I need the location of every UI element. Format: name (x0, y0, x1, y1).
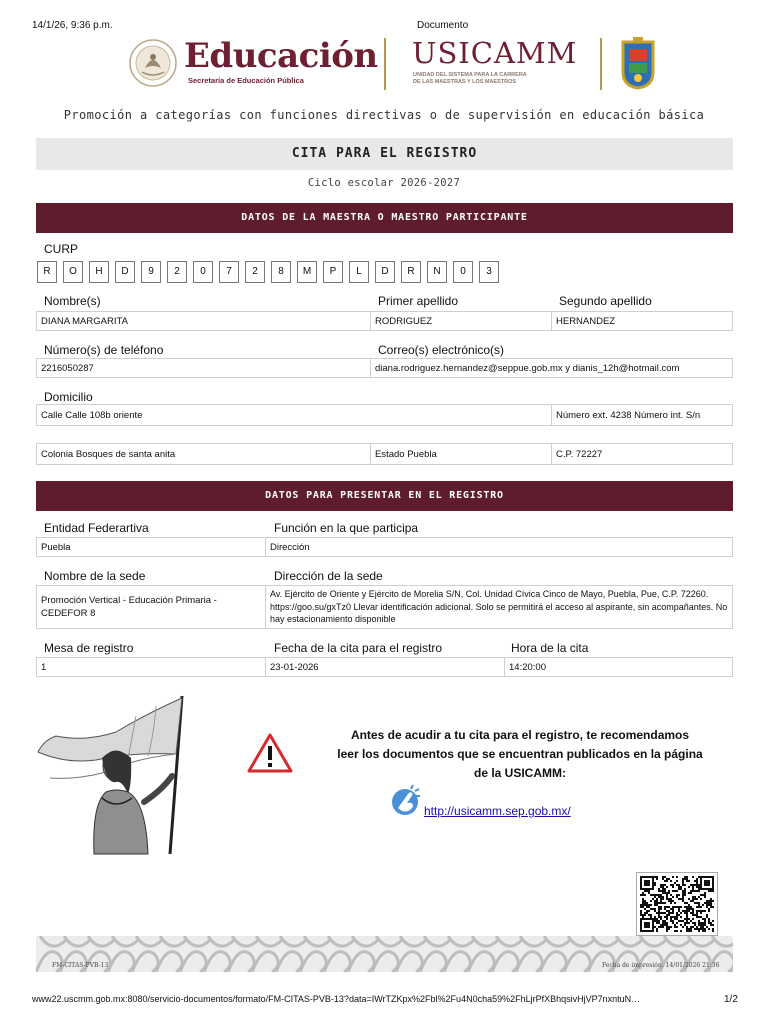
segundo-apellido-label: Segundo apellido (559, 294, 652, 308)
primer-apellido-label: Primer apellido (378, 294, 459, 308)
curp-char-cell: 7 (219, 261, 239, 283)
curp-char-cell: H (89, 261, 109, 283)
print-url: www22.uscmm.gob.mx:8080/servicio-documentos/formato/FM-CITAS-PVB-13?data=IWrTZKpx%2Fbl%2Fu4N0cha59%2FhLjrPfXBhqsivHjVP7nxntuN… (32, 994, 641, 1004)
educacion-logo-title: Educación (184, 36, 378, 76)
curp-char-cell: R (37, 261, 57, 283)
print-doc-title: Documento (417, 20, 469, 31)
footer-print-date: Fecha de impresión: 14/01/2026 21:36 (602, 962, 720, 969)
mesa-value: 1 (36, 657, 266, 677)
educacion-logo-subtitle: Secretaría de Educación Pública (188, 76, 304, 85)
section-participant-header: DATOS DE LA MAESTRA O MAESTRO PARTICIPANTE (36, 203, 733, 233)
entidad-label: Entidad Federartiva (44, 521, 149, 535)
entidad-value: Puebla (36, 537, 266, 557)
curp-char-cell: 3 (479, 261, 499, 283)
primer-apellido-value: RODRIGUEZ (370, 311, 552, 331)
nombre-value: DIANA MARGARITA (36, 311, 371, 331)
cp-value: C.P. 72227 (551, 443, 733, 465)
header-divider (384, 38, 386, 90)
curp-char-cell: 9 (141, 261, 161, 283)
notice-line-2: leer los documentos que se encuentran publicados en la página (337, 747, 703, 761)
numero-value: Número ext. 4238 Número int. S/n (551, 404, 733, 426)
woman-with-flag-illustration (36, 694, 188, 856)
header-divider (600, 38, 602, 90)
hora-cita-value: 14:20:00 (504, 657, 733, 677)
curp-char-cell: M (297, 261, 317, 283)
fecha-cita-value: 23-01-2026 (265, 657, 505, 677)
colonia-value: Colonia Bosques de santa anita (36, 443, 371, 465)
mexico-seal-logo (128, 38, 178, 88)
usicamm-link[interactable]: http://usicamm.sep.gob.mx/ (424, 804, 571, 818)
direccion-sede-value: Av. Ejército de Oriente y Ejército de Morelia S/N, Col. Unidad Cívica Cinco de Mayo, Puebla, Pue, C.P. 72260. https://goo.su/gxTz0 Llevar identificación adicional. Solo se permitirá el acceso al aspirante, sin acompañantes. No hay estacionamiento disponible (265, 585, 733, 629)
sede-label: Nombre de la sede (44, 569, 146, 583)
curp-cells (37, 261, 499, 283)
puebla-coat-of-arms-logo (620, 36, 656, 90)
warning-icon (246, 732, 294, 774)
nombre-label: Nombre(s) (44, 294, 101, 308)
curp-char-cell: 2 (167, 261, 187, 283)
curp-char-cell: 0 (453, 261, 473, 283)
funcion-value: Dirección (265, 537, 733, 557)
notice-line-1: Antes de acudir a tu cita para el registro, te recomendamos (350, 728, 690, 742)
usicamm-logo-subtitle-1: UNIDAD DEL SISTEMA PARA LA CARRERA (413, 72, 527, 78)
mesa-label: Mesa de registro (44, 641, 134, 655)
curp-char-cell: O (63, 261, 83, 283)
curp-char-cell: 2 (245, 261, 265, 283)
footer-form-code: FM-CITAS-PVB-13 (52, 962, 109, 969)
pointing-hand-icon (388, 782, 422, 818)
telefono-label: Número(s) de teléfono (44, 343, 164, 357)
usicamm-logo-title: USICAMM (412, 36, 578, 70)
calle-value: Calle Calle 108b oriente (36, 404, 552, 426)
promotion-title: Promoción a categorías con funciones directivas o de supervisión en educación básica (63, 108, 705, 122)
section-registro-header: DATOS PARA PRESENTAR EN EL REGISTRO (36, 481, 733, 511)
qr-code (636, 872, 718, 936)
print-page-number: 1/2 (724, 994, 738, 1005)
curp-char-cell: R (401, 261, 421, 283)
curp-char-cell: 0 (193, 261, 213, 283)
curp-char-cell: D (375, 261, 395, 283)
hora-cita-label: Hora de la cita (511, 641, 589, 655)
domicilio-label: Domicilio (44, 390, 93, 404)
print-datetime: 14/1/26, 9:36 p.m. (32, 20, 113, 31)
telefono-value: 2216050287 (36, 358, 371, 378)
estado-value: Estado Puebla (370, 443, 552, 465)
direccion-sede-label: Dirección de la sede (274, 569, 383, 583)
document-title: CITA PARA EL REGISTRO (36, 138, 733, 170)
curp-char-cell: D (115, 261, 135, 283)
funcion-label: Función en la que participa (274, 521, 419, 535)
school-cycle: Ciclo escolar 2026-2027 (307, 177, 461, 189)
fecha-cita-label: Fecha de la cita para el registro (274, 641, 443, 655)
curp-char-cell: P (323, 261, 343, 283)
notice-line-3: de la USICAMM: (473, 766, 566, 780)
usicamm-logo-subtitle-2: DE LAS MAESTRAS Y LOS MAESTROS (413, 79, 517, 85)
segundo-apellido-value: HERNANDEZ (551, 311, 733, 331)
sede-value: Promoción Vertical - Educación Primaria - CEDEFOR 8 (36, 585, 266, 629)
curp-char-cell: L (349, 261, 369, 283)
correo-value: diana.rodriguez.hernandez@seppue.gob.mx y dianis_12h@hotmail.com (370, 358, 733, 378)
curp-char-cell: 8 (271, 261, 291, 283)
curp-label: CURP (44, 242, 79, 256)
correo-label: Correo(s) electrónico(s) (378, 343, 505, 357)
curp-char-cell: N (427, 261, 447, 283)
